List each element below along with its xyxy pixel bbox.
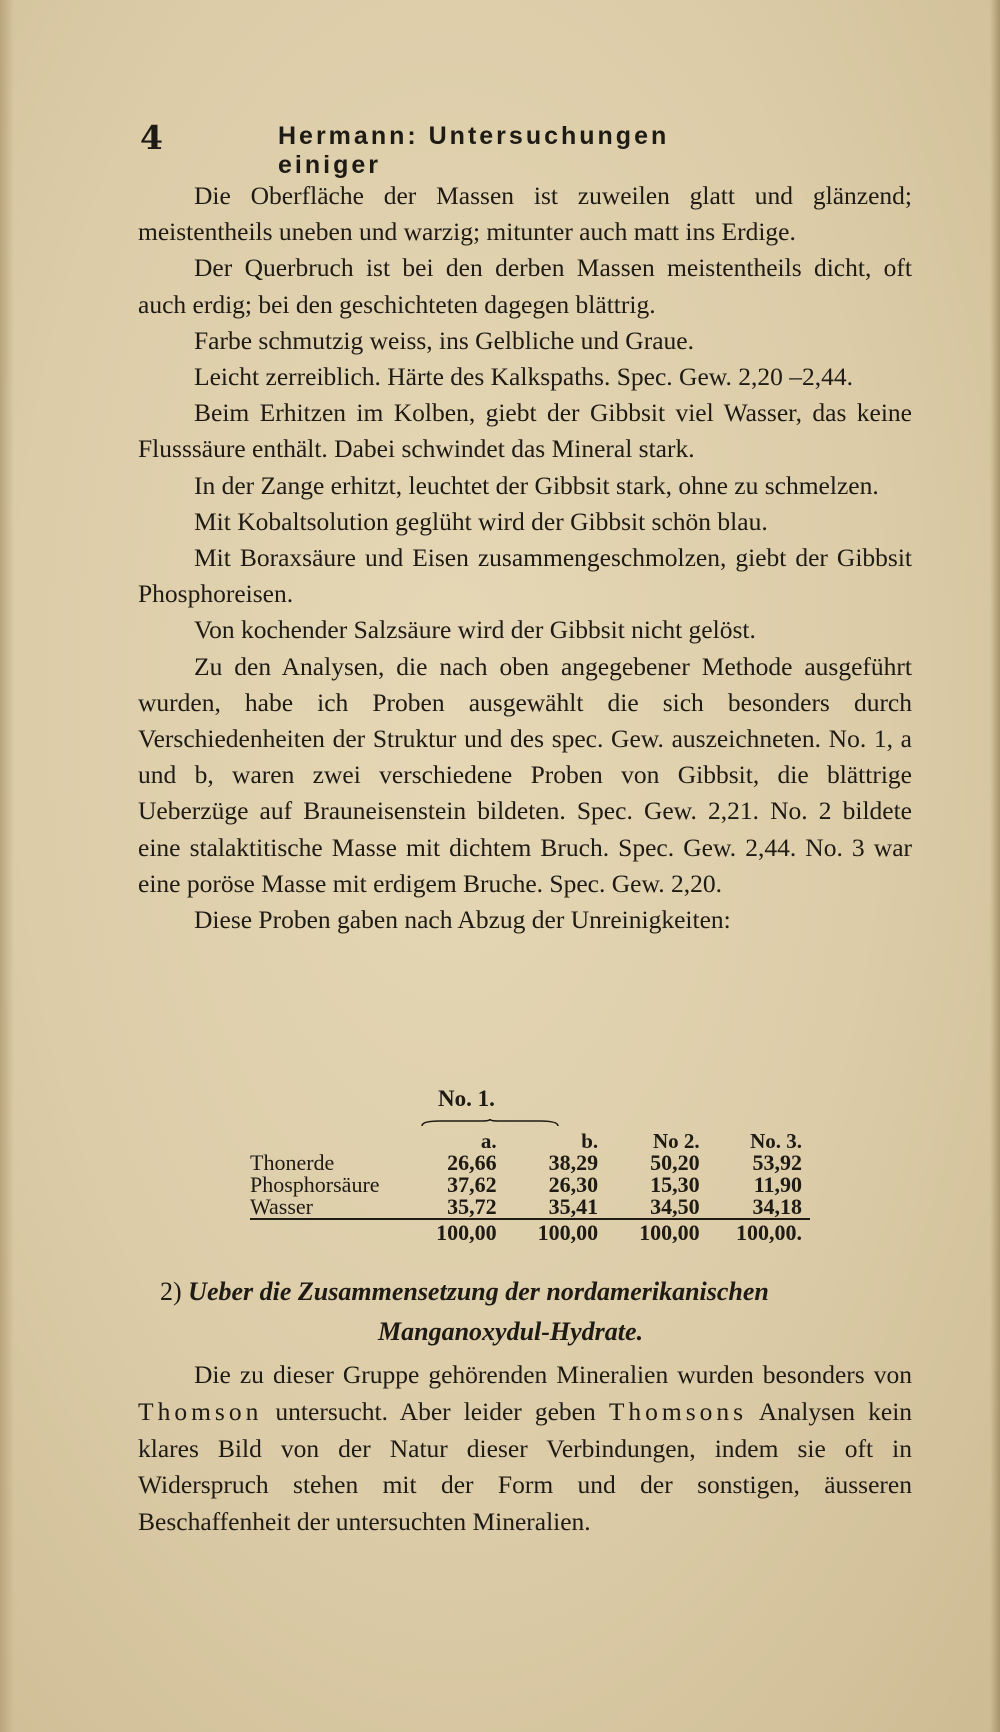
page-header [140, 118, 780, 179]
paragraph: Diese Proben gaben nach Abzug der Unreinigkeiten: [194, 905, 731, 935]
table-title: No. 1. [438, 1086, 495, 1111]
author-name: Thomsons [608, 1396, 748, 1426]
running-head: Hermann: Untersuchungen einiger [278, 122, 670, 179]
total-cell: 100,00. [708, 1219, 810, 1244]
total-cell: 100,00 [403, 1219, 504, 1244]
row-label: Wasser [250, 1194, 313, 1219]
paragraph: Farbe schmutzig weiss, ins Gelbliche und Graue. [194, 325, 694, 355]
table-cell: 34,50 [650, 1194, 700, 1219]
paragraph: Mit Boraxsäure und Eisen zusammengeschmolzen, giebt der Gibbsit Phosphoreisen. [138, 543, 912, 609]
column-header: No. 3. [750, 1129, 802, 1153]
table-cell: 15,30 [650, 1172, 700, 1197]
author-name: Thomson [138, 1396, 263, 1426]
table-cell: 11,90 [753, 1172, 802, 1197]
total-cell: 100,00 [606, 1219, 707, 1244]
section-body-text [138, 1357, 912, 1541]
column-header: a. [480, 1129, 497, 1153]
paragraph: Die zu dieser Gruppe gehörenden Mineralien wurden besonders von Thomson untersucht. Aber leider geben Thomsons Analysen kein klares Bild von der Natur dieser Verbindungen, indem sie oft in Widerspruch stehen mit der Form und der sonstigen, äusseren Beschaffenheit der untersuchten Mineralien. [138, 1360, 913, 1537]
body-text [138, 178, 912, 938]
page-number: 4 [140, 118, 163, 157]
section-title-line2: Manganoxydul-Hydrate. [378, 1317, 644, 1346]
page-edge-right [990, 0, 1000, 1732]
paragraph: Leicht zerreiblich. Härte des Kalkspaths. Spec. Gew. 2,20 –2,44. [194, 362, 854, 392]
page-edge-left [0, 0, 14, 1732]
table-row [250, 1174, 810, 1196]
table-header-row [250, 1130, 810, 1152]
paragraph: Beim Erhitzen im Kolben, giebt der Gibbsit viel Wasser, das keine Flusssäure enthält. Dabei schwindet das Mineral stark. [138, 398, 912, 464]
paragraph: Der Querbruch ist bei den derben Massen meistentheils dicht, oft auch erdig; bei den geschichteten dagegen blättrig. [138, 253, 912, 319]
column-brace [420, 1119, 560, 1127]
row-label: Thonerde [250, 1150, 335, 1175]
table-cell: 35,72 [447, 1194, 497, 1219]
table-cell: 26,30 [548, 1172, 599, 1197]
table-cell: 50,20 [650, 1150, 700, 1175]
table-cell: 35,41 [548, 1194, 599, 1219]
table-cell: 34,18 [752, 1194, 802, 1219]
table-row [250, 1152, 810, 1174]
column-header: No 2. [652, 1129, 700, 1153]
table-cell: 37,62 [447, 1172, 497, 1197]
total-cell: 100,00 [505, 1219, 606, 1244]
table-cell: 38,29 [548, 1150, 599, 1175]
paragraph: In der Zange erhitzt, leuchtet der Gibbsit stark, ohne zu schmelzen. [194, 470, 879, 500]
analysis-table [250, 1130, 810, 1244]
table-total-row [250, 1219, 810, 1244]
table-cell: 26,66 [447, 1150, 497, 1175]
column-header: b. [581, 1129, 599, 1153]
paragraph: Von kochender Salzsäure wird der Gibbsit nicht gelöst. [194, 615, 756, 645]
table-row [250, 1196, 810, 1219]
paragraph: Die Oberfläche der Massen ist zuweilen glatt und glänzend; meistentheils uneben und warzig; mitunter auch matt ins Erdige. [138, 181, 912, 247]
paragraph: Mit Kobaltsolution geglüht wird der Gibbsit schön blau. [194, 506, 768, 536]
section-title-line1: Ueber die Zusammensetzung der nordamerikanischen [188, 1277, 769, 1306]
paragraph: Zu den Analysen, die nach oben angegebener Methode ausgeführt wurden, habe ich Proben ausgewählt die sich besonders durch Verschiedenheiten der Struktur und des spec. Gew. auszeichneten. No. 1, a und b, waren zwei verschiedene Proben von Gibbsit, die blättrige Ueberzüge auf Brauneisenstein bildeten. Spec. Gew. 2,21. No. 2 bildete eine stalaktitische Masse mit dichtem Bruch. Spec. Gew. 2,44. No. 3 war eine poröse Masse mit erdigem Bruche. Spec. Gew. 2,20. [138, 651, 912, 898]
section-number: 2) [160, 1277, 182, 1306]
row-label: Phosphorsäure [250, 1172, 380, 1197]
table-cell: 53,92 [752, 1150, 802, 1175]
